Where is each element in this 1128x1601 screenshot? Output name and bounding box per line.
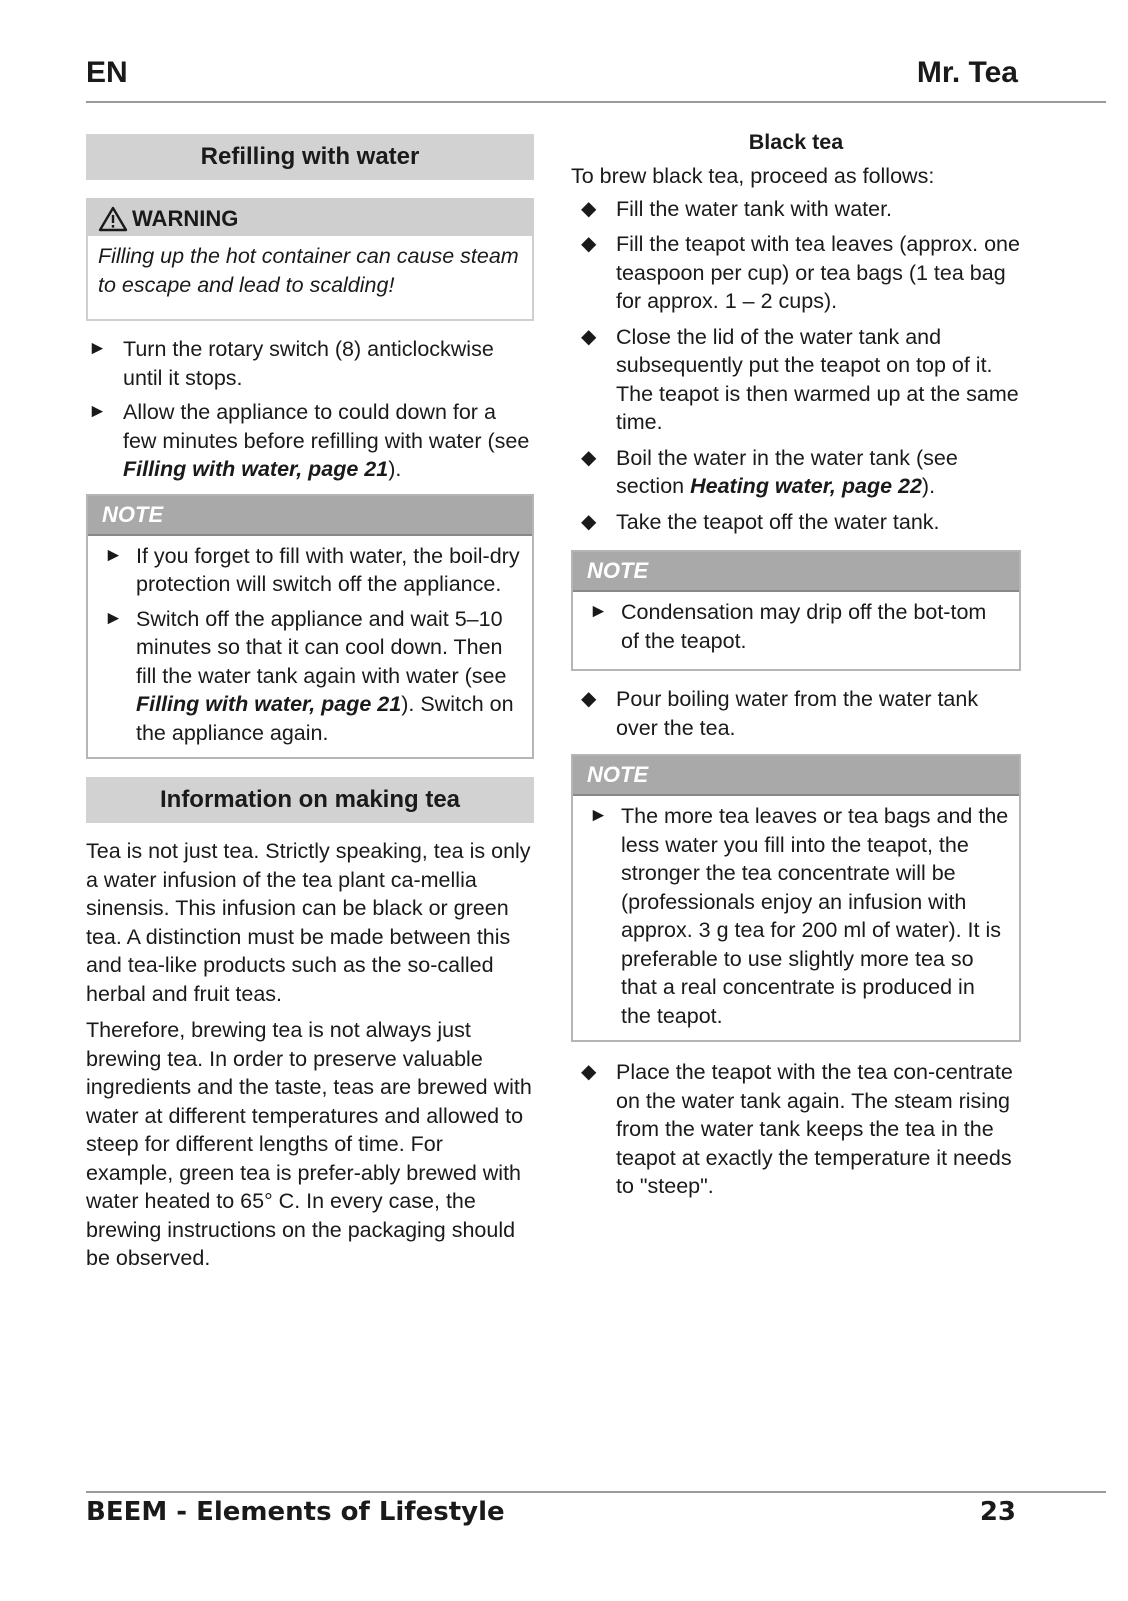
section-title-refilling: Refilling with water <box>86 134 534 180</box>
note-list <box>102 542 522 748</box>
list-item <box>571 230 1021 316</box>
right-column <box>571 128 1021 1208</box>
cross-reference: Filling with water, page 21 <box>136 692 402 716</box>
note-label: NOTE <box>88 496 532 536</box>
diamond-icon: ◆ <box>581 446 597 469</box>
list-item <box>571 195 1021 224</box>
list-item <box>571 685 1021 742</box>
step-text: Fill the teapot with tea leaves (approx. one teaspoon per cup) or tea bags (1 tea bag for approx. 1 – 2 cups). <box>616 232 1020 313</box>
diamond-icon: ◆ <box>581 325 597 348</box>
arrow-right-icon: ► <box>104 544 123 566</box>
cross-reference: Heating water, page 22 <box>690 474 922 498</box>
list-item <box>571 444 1021 501</box>
note-box <box>571 550 1021 671</box>
brew-steps-final <box>571 1058 1021 1201</box>
step-text: ). <box>921 474 936 498</box>
list-item <box>571 1058 1021 1201</box>
step-text: Close the lid of the water tank and subsequently put the teapot on top of it. The teapot is then warmed up at the same time. <box>616 324 1019 434</box>
refill-steps <box>86 335 534 484</box>
note-label: NOTE <box>573 756 1019 796</box>
warning-label: WARNING <box>132 206 239 231</box>
note-box <box>86 494 534 760</box>
step-text: Turn the rotary switch (8) anticlockwise until it stops. <box>123 337 494 390</box>
list-item <box>102 605 522 748</box>
diamond-icon: ◆ <box>581 197 597 220</box>
subsection-title-black-tea: Black tea <box>748 130 844 154</box>
list-item <box>587 802 1009 1030</box>
brew-steps <box>571 195 1021 537</box>
diamond-icon: ◆ <box>581 510 597 533</box>
arrow-right-icon: ► <box>88 338 107 359</box>
warning-header <box>88 200 532 236</box>
brew-steps-continued <box>571 685 1021 742</box>
section-title-information: Information on making tea <box>86 777 534 823</box>
product-name: Mr. Tea <box>916 56 1018 89</box>
list-item <box>102 542 522 599</box>
step-text: ). <box>388 457 402 481</box>
step-text: Boil the water in the water tank (see section <box>616 445 958 498</box>
note-text: The more tea leaves or tea bags and the less water you fill into the teapot, the stronger the tea concentrate will be (professionals enjoy an infusion with approx. 3 g tea for 200 ml of water). It is preferable to use slightly more tea so that a real concentrate is produced in the teapot. <box>621 804 1009 1028</box>
arrow-right-icon: ► <box>104 607 123 629</box>
list-item <box>86 398 534 484</box>
paragraph: Tea is not just tea. Strictly speaking, tea is only a water infusion of the tea plant ca-mellia sinensis. This infusion can be black or green tea. A distinction must be made between this and tea-like products such as the so-called herbal and fruit teas. <box>86 839 531 1006</box>
arrow-right-icon: ► <box>88 401 107 422</box>
warning-triangle-icon <box>98 206 128 232</box>
diamond-icon: ◆ <box>581 233 597 255</box>
note-text: ). Switch on the appliance again. <box>136 692 514 745</box>
arrow-right-icon: ► <box>589 601 608 622</box>
step-text: Place the teapot with the tea con-centrate on the water tank again. The steam rising from the water tank keeps the tea in the teapot at exactly the temperature it needs to "steep". <box>616 1060 1013 1198</box>
intro-text: To brew black tea, proceed as follows: <box>571 164 935 188</box>
page-number: 23 <box>979 1497 1016 1527</box>
diamond-icon: ◆ <box>581 688 597 710</box>
note-label: NOTE <box>573 552 1019 592</box>
step-text: Take the teapot off the water tank. <box>616 509 940 534</box>
warning-box <box>86 198 534 321</box>
note-text: If you forget to fill with water, the boil-dry protection will switch off the appliance. <box>136 543 520 596</box>
list-item <box>571 508 1021 537</box>
arrow-right-icon: ► <box>589 805 608 826</box>
header-divider <box>86 101 1106 103</box>
footer-brand: BEEM - Elements of Lifestyle <box>86 1497 505 1527</box>
list-item <box>571 323 1021 437</box>
paragraph: Therefore, brewing tea is not always just brewing tea. In order to preserve valuable ingredients and the taste, teas are brewed with water at different temperatures and allowed to steep for different lengths of time. For example, green tea is prefer-ably brewed with water heated to 65° C. In every case, the brewing instructions on the packaging should be observed. <box>86 1018 532 1270</box>
diamond-icon: ◆ <box>581 1061 597 1083</box>
step-text: Pour boiling water from the water tank over the tea. <box>616 687 979 740</box>
note-text: Switch off the appliance and wait 5–10 minutes so that it can cool down. Then fill the water tank again with water (see <box>136 606 507 688</box>
warning-text: Filling up the hot container can cause steam to escape and lead to scalding! <box>98 244 519 297</box>
footer-divider <box>86 1491 1106 1493</box>
left-column <box>86 134 534 1281</box>
note-text: Condensation may drip off the bot-tom of the teapot. <box>621 600 987 653</box>
step-text: Fill the water tank with water. <box>616 196 893 221</box>
language-code: EN <box>86 56 128 89</box>
list-item <box>587 598 1009 655</box>
step-text: Allow the appliance to could down for a few minutes before refilling with water (see <box>123 400 530 453</box>
cross-reference: Filling with water, page 21 <box>123 457 389 481</box>
note-box <box>571 754 1021 1042</box>
list-item <box>86 335 534 392</box>
